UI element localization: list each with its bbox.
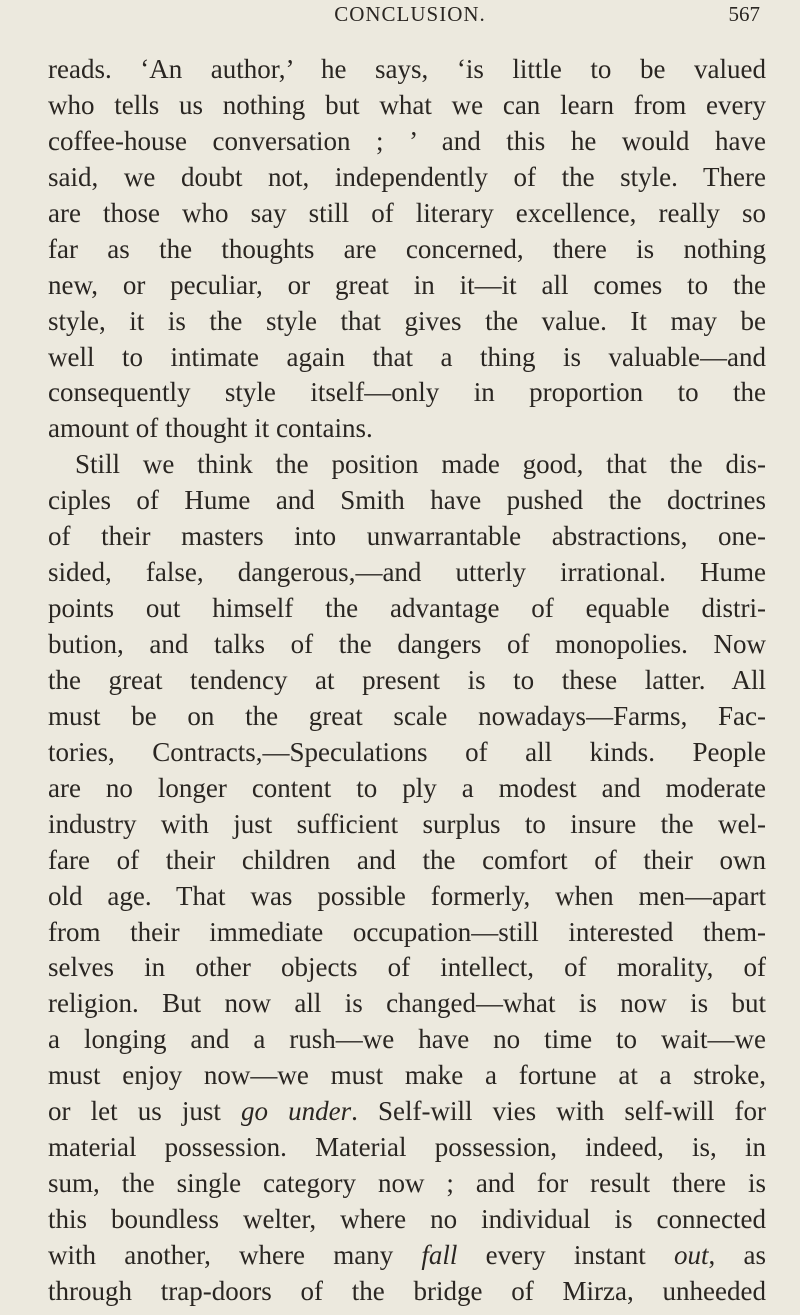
text-line: new, or peculiar, or great in it—it all comes to the [48, 269, 766, 300]
text-line: sided, false, dangerous,—and utterly irrational. Hume [48, 557, 766, 588]
running-head [60, 2, 760, 42]
text-line: well to intimate again that a thing is valuable—and [48, 341, 766, 372]
text-line: tories, Contracts,—Speculations of all kinds. People [48, 736, 766, 767]
text-line: sum, the single category now ; and for result there is [48, 1168, 766, 1199]
text-line: must enjoy now—we must make a fortune at a stroke, [48, 1060, 766, 1091]
text-line: material possession. Material possession, indeed, is, in [48, 1132, 766, 1163]
text-run: or let us just [48, 1096, 242, 1127]
text-line: industry with just sufficient surplus to insure the wel- [48, 808, 766, 839]
text-line-with-italic [48, 1094, 766, 1130]
body-text [48, 52, 766, 1310]
text-line: old age. That was possible formerly, when men—apart [48, 880, 766, 911]
page-number: 567 [728, 2, 760, 26]
text-line: style, it is the style that gives the value. It may be [48, 305, 766, 336]
text-line: consequently style itself—only in proportion to the [48, 377, 766, 408]
italic-word: out [674, 1239, 709, 1270]
text-line: the great tendency at present is to these latter. All [48, 664, 766, 695]
text-line: ciples of Hume and Smith have pushed the doctrines [48, 485, 766, 516]
text-line: through trap-doors of the bridge of Mirza, unheeded [48, 1275, 766, 1306]
text-line: fare of their children and the comfort of their own [48, 844, 766, 875]
text-line: bution, and talks of the dangers of monopolies. Now [48, 629, 766, 659]
text-line: from their immediate occupation—still interested them- [48, 916, 766, 947]
text-run: with another, where many [48, 1239, 422, 1270]
text-run: , as [708, 1239, 766, 1270]
text-line: religion. But now all is changed—what is now is but [48, 988, 766, 1019]
text-line: of their masters into unwarrantable abstractions, one- [48, 521, 766, 552]
text-line-paragraph-end: amount of thought it contains. [48, 413, 373, 444]
text-line: must be on the great scale nowadays—Farms, Fac- [48, 700, 766, 731]
text-line: said, we doubt not, independently of the style. There [48, 161, 766, 192]
running-title: CONCLUSION. [334, 2, 486, 26]
text-run: . Self-will vies with self-will for [351, 1096, 766, 1127]
text-line: coffee-house conversation ; ’ and this he would have [48, 125, 766, 156]
text-line: far as the thoughts are concerned, there is nothing [48, 233, 766, 264]
text-line: a longing and a rush—we have no time to wait—we [48, 1024, 766, 1055]
text-line: who tells us nothing but what we can learn from every [48, 89, 766, 120]
italic-phrase: go under [241, 1096, 352, 1127]
text-line: selves in other objects of intellect, of morality, of [48, 952, 766, 983]
text-line: are those who say still of literary excellence, really so [48, 197, 766, 228]
text-line-with-italic [48, 1238, 766, 1274]
text-line-paragraph-start: Still we think the position made good, that the dis- [75, 449, 766, 480]
text-line: are no longer content to ply a modest and moderate [48, 772, 766, 803]
text-run: every instant [457, 1239, 675, 1270]
text-line: this boundless welter, where no individual is connected [48, 1204, 766, 1234]
text-line: reads. ‘An author,’ he says, ‘is little to be valued [48, 54, 766, 84]
text-line: points out himself the advantage of equable distri- [48, 593, 766, 624]
italic-word: fall [421, 1239, 458, 1270]
